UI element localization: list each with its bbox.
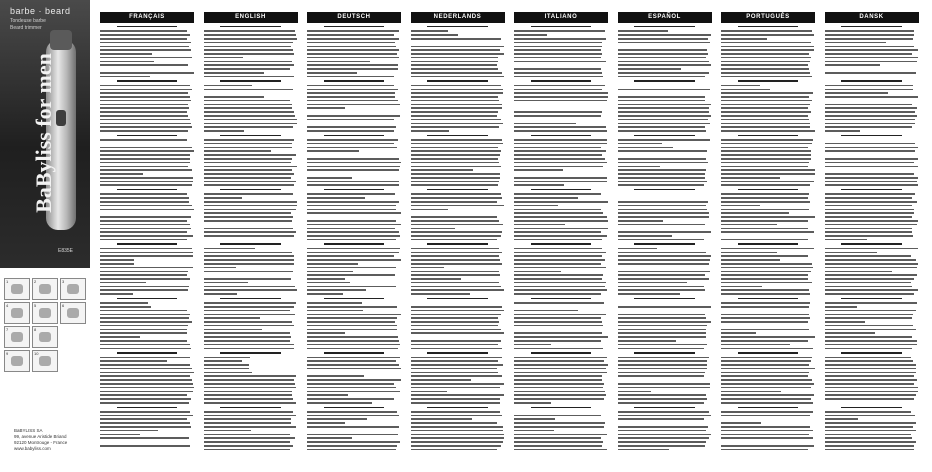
- body-text-block: [514, 26, 608, 450]
- body-text-block: [825, 26, 919, 450]
- language-column: [721, 12, 815, 468]
- cover-model: E835E: [58, 248, 74, 254]
- address-line: 99, avenue Aristide Briand: [14, 434, 67, 439]
- address-line: BaBYLISS SA: [14, 428, 43, 433]
- figure-number: 4: [6, 303, 9, 308]
- figure-number: 5: [34, 303, 37, 308]
- language-column: [204, 12, 298, 468]
- figure-number: 1: [6, 279, 9, 284]
- trimmer-head: [50, 30, 72, 50]
- body-text-block: [307, 26, 401, 450]
- language-column: [100, 12, 194, 468]
- figure-illustration: [4, 350, 30, 372]
- address-line: 92120 Montrouge - France: [14, 440, 68, 445]
- figure-illustration: [4, 326, 30, 348]
- language-heading: ITALIANO: [514, 12, 608, 23]
- figure-number: 7: [6, 327, 9, 332]
- language-heading: DEUTSCH: [307, 12, 401, 23]
- language-heading: ESPAÑOL: [618, 12, 712, 23]
- figure-illustration: [32, 278, 58, 300]
- body-text-block: [100, 26, 194, 450]
- cover-panel: [0, 0, 90, 472]
- language-heading: PORTUGUÊS: [721, 12, 815, 23]
- figure-illustration: [32, 350, 58, 372]
- manufacturer-address: [14, 428, 67, 452]
- figure-number: 10: [34, 351, 39, 356]
- figure-illustration: [60, 302, 86, 324]
- cover-dark-section: [0, 0, 90, 268]
- figure-illustration: [4, 278, 30, 300]
- cover-brand-vertical: BaByliss for men: [30, 53, 56, 213]
- language-heading: NEDERLANDS: [411, 12, 505, 23]
- body-text-block: [721, 26, 815, 450]
- body-text-block: [411, 26, 505, 450]
- figure-illustration: [32, 302, 58, 324]
- figure-illustration: [60, 278, 86, 300]
- figure-number: 3: [62, 279, 65, 284]
- cover-brand-top: barbe · beard: [10, 6, 71, 16]
- language-columns: [100, 0, 932, 472]
- figure-number: 8: [34, 327, 37, 332]
- language-column: [514, 12, 608, 468]
- language-heading: DANSK: [825, 12, 919, 23]
- language-column: [618, 12, 712, 468]
- figure-number: 9: [6, 351, 9, 356]
- cover-tagline-1: Tondeuse barbe: [10, 18, 46, 24]
- body-text-block: [204, 26, 298, 450]
- cover-tagline-2: Beard trimmer: [10, 25, 42, 31]
- figure-number: 2: [34, 279, 37, 284]
- language-heading: FRANÇAIS: [100, 12, 194, 23]
- language-column: [411, 12, 505, 468]
- figure-illustration: [32, 326, 58, 348]
- website-text: www.babyliss.com: [14, 446, 51, 451]
- language-column: [307, 12, 401, 468]
- figure-number: 6: [62, 303, 65, 308]
- language-heading: ENGLISH: [204, 12, 298, 23]
- language-column: [825, 12, 919, 468]
- figure-illustration: [4, 302, 30, 324]
- trimmer-button: [56, 110, 66, 126]
- body-text-block: [618, 26, 712, 450]
